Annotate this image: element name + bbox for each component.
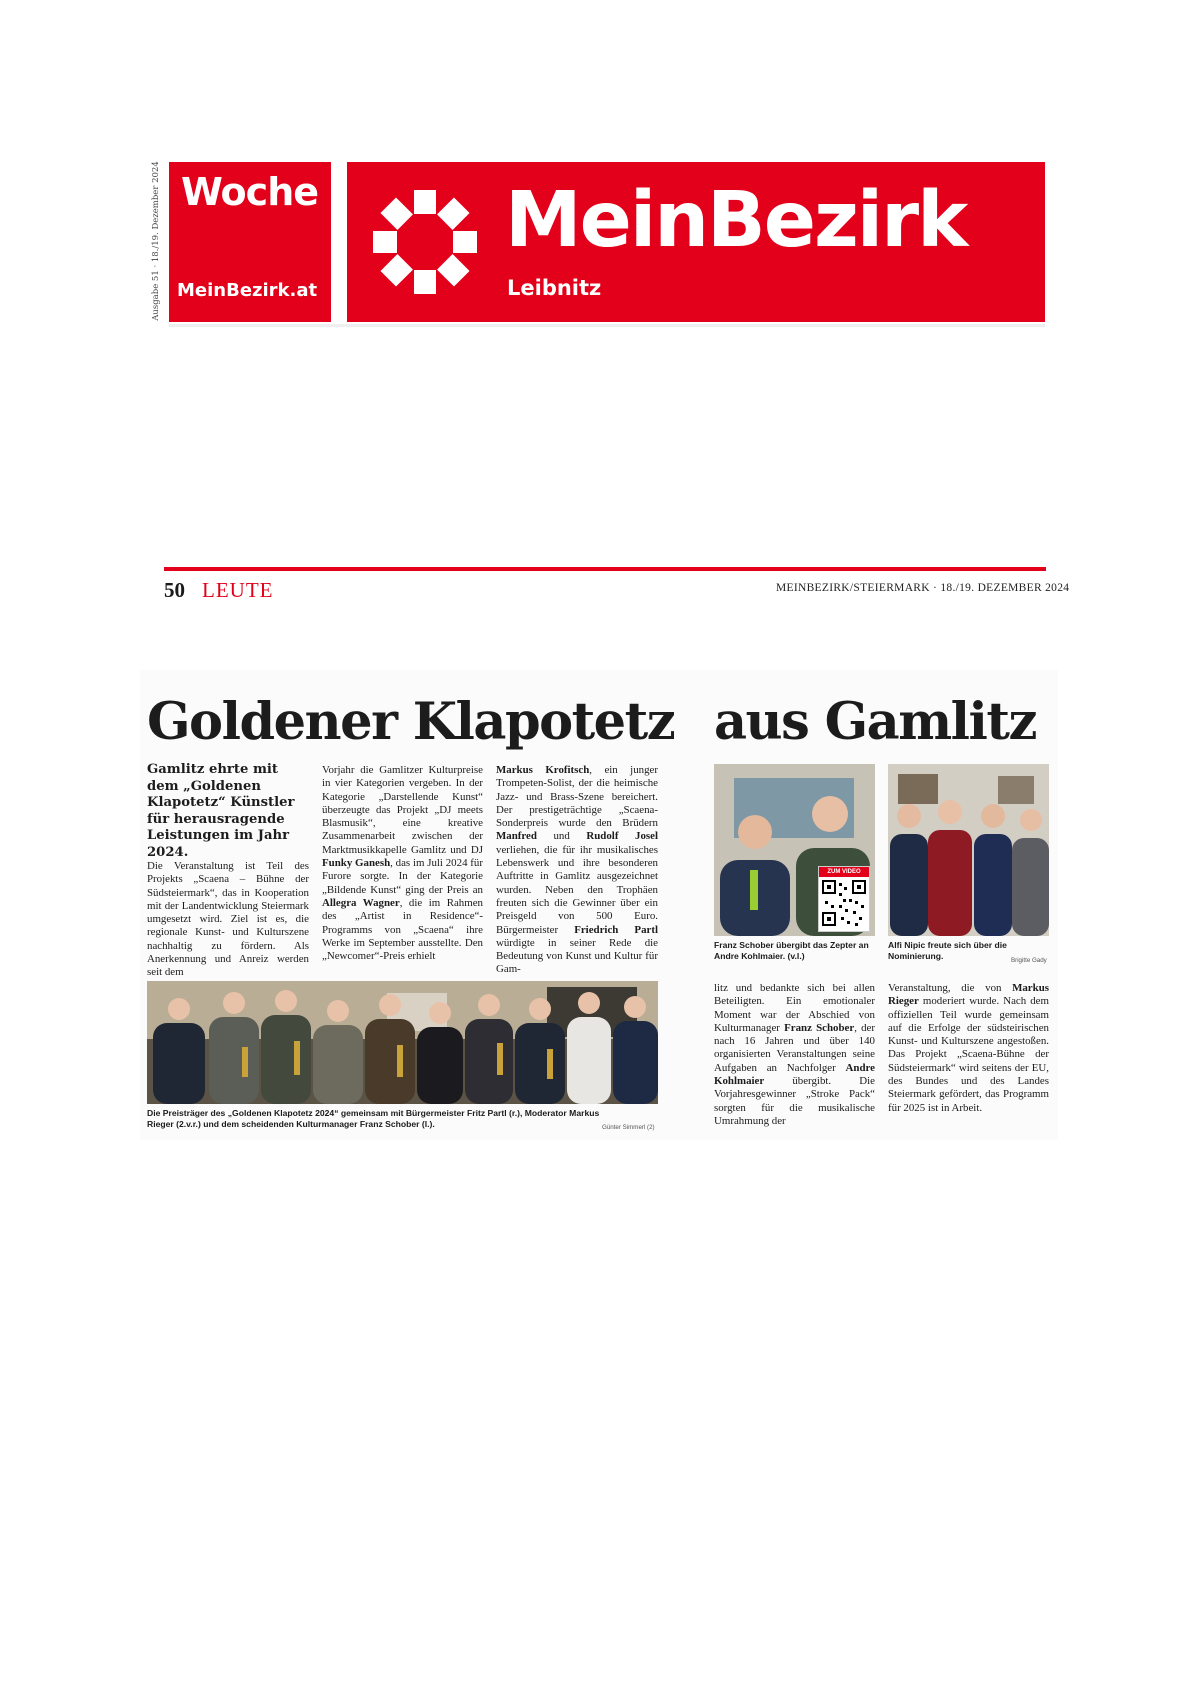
page-number: 50 <box>164 578 185 602</box>
name-markus-rieger: Markus Rieger <box>888 982 1049 1008</box>
photo-nomination <box>888 764 1049 936</box>
text-run: , ein junger Trompeten-Solist, der die heimische Jazz- und Brass-Szene bereichert. Der prestigeträchtige „Scaena-Sonderpreis wurde den Brüdern <box>496 764 658 830</box>
group-photo-image <box>147 981 658 1104</box>
text-run: moderiert wurde. Nach dem offiziellen Teil wurde gemeinsam auf die Erfolge der südsteirischen Kunst- und Kulturszene angestoßen. Das Projekt „Scaena-Bühne der Südsteiermark“ wird seitens der EU, des Bundes und des Landes Steiermark gefördert, das Programm für 2025 ist in Arbeit. <box>888 995 1049 1114</box>
text-run: , die im Rahmen des „Artist in Residence“-Programms von „Scaena“ ihre Werke im September ausstellte. Den „Newcomer“-Preis erhielt <box>322 896 483 963</box>
woche-logo <box>169 162 331 322</box>
article-column-4 <box>714 982 875 1128</box>
article-column-1 <box>147 860 309 980</box>
text-run: Vorjahr die Gamlitzer Kulturpreise in vier Kategorien vergeben. In der Kategorie „Darstellende Kunst“ überzeugte das Projekt „DJ meets Blasmusik“, eine kreative Zusammenarbeit zwischen der Marktmusikkapelle Gamlitz und DJ <box>322 764 483 856</box>
name-rudolf-josel: Rudolf Josel <box>586 830 658 843</box>
meinbezirk-banner <box>347 162 1045 322</box>
photo-handover <box>714 764 875 936</box>
name-manfred: Manfred <box>496 830 537 843</box>
text-run: litz und bedankte sich bei allen Beteiligten. Ein emotionaler Moment war der Abschied von Kulturmanager <box>714 982 875 1034</box>
photo-nomination-caption: Alfi Nipic freute sich über die Nominierung. <box>888 940 1007 961</box>
header-rule <box>164 567 1046 571</box>
group-photo-credit: Günter Simmerl (2) <box>602 1124 655 1131</box>
column-4-text <box>714 982 875 1128</box>
article-column-5 <box>888 982 1049 1115</box>
qr-code-icon <box>819 877 869 931</box>
article-lead: Gamlitz ehrte mit dem „Goldenen Klapotetz“ Künstler für herausragende Leistungen im Jahr 2024. <box>147 762 295 860</box>
name-friedrich-partl: Friedrich Partl <box>574 923 658 936</box>
woche-title: Woche <box>181 170 319 214</box>
qr-label: ZUM VIDEO <box>819 867 869 877</box>
meinbezirk-sun-logo-icon <box>369 186 481 298</box>
section-title: LEUTE <box>202 578 274 602</box>
column-1-text: Die Veranstaltung ist Teil des Projekts „Scaena – Bühne der Südsteiermark“, das in Kooperation mit der Landentwicklung Steiermark umgesetzt wird. Ziel ist es, die regionale Kunst- und Kulturszene nachhaltig zu fördern. Als Anerkennung und Anreiz werden seit dem <box>147 860 309 979</box>
edition-label: Ausgabe 51 · 18./19. Dezember 2024 <box>151 161 161 321</box>
text-run: , das im Juli 2024 für Furore sorgte. In der Kategorie „Bildende Kunst“ ging der Preis an <box>322 857 483 896</box>
name-allegra-wagner: Allegra Wagner <box>322 896 400 909</box>
photo-nomination-credit: Brigitte Gady <box>1011 957 1047 964</box>
edition-vertical-text <box>146 160 166 322</box>
brand-title: MeinBezirk <box>505 176 967 265</box>
text-run: würdigte in seiner Rede die Bedeutung von Kunst und Kultur für Gam- <box>496 936 658 976</box>
woche-url: MeinBezirk.at <box>177 280 318 301</box>
region-label: Leibnitz <box>507 276 602 300</box>
name-funky-ganesh: Funky Ganesh <box>322 857 391 870</box>
column-5-text <box>888 982 1049 1115</box>
masthead-shadow <box>169 324 1045 327</box>
issue-info: MEINBEZIRK/STEIERMARK · 18./19. DEZEMBER 2024 <box>776 582 1070 594</box>
text-run: verliehen, die für ihr musikalisches Lebenswerk und ihre besonderen Auftritte in Gamlitz ausgezeichnet wurden. Neben den Trophäen freuten sich die Gewinner über ein Preisgeld von 500 Euro. Bürgermeister <box>496 843 658 936</box>
headline-part-1: Goldener Klapotetz <box>147 692 675 752</box>
group-photo-caption: Die Preisträger des „Goldenen Klapotetz 2024“ gemeinsam mit Bürgermeister Fritz Partl (r.), Moderator Markus Rieger (2.v.r.) und dem scheidenden Kulturmanager Franz Schober (l.). <box>147 1108 600 1129</box>
text-run: , der nach 16 Jahren und über 140 organisierten Veranstaltungen seine Aufgaben an Nachfolger <box>714 1021 875 1074</box>
text-run: übergibt. Die Vorjahresgewinner „Stroke Pack“ sorgten für die musikalische Umrahmung der <box>714 1075 875 1127</box>
article-column-3 <box>496 764 658 977</box>
photo-handover-caption: Franz Schober übergibt das Zepter an Andre Kohlmaier. (v.l.) <box>714 940 869 961</box>
column-2-text <box>322 764 483 963</box>
headline-part-2: aus Gamlitz <box>714 692 1036 752</box>
qr-code-badge[interactable] <box>818 866 870 932</box>
name-markus-krofitsch: Markus Krofitsch <box>496 764 590 776</box>
name-franz-schober: Franz Schober <box>784 1021 855 1034</box>
column-3-text <box>496 764 658 977</box>
group-photo <box>147 981 658 1104</box>
article-column-2 <box>322 764 483 963</box>
photo-nomination-image <box>888 764 1049 936</box>
text-run: und <box>536 830 587 843</box>
text-run: Veranstaltung, die von <box>888 982 1013 994</box>
name-andre-kohlmaier: Andre Kohlmaier <box>714 1061 875 1088</box>
